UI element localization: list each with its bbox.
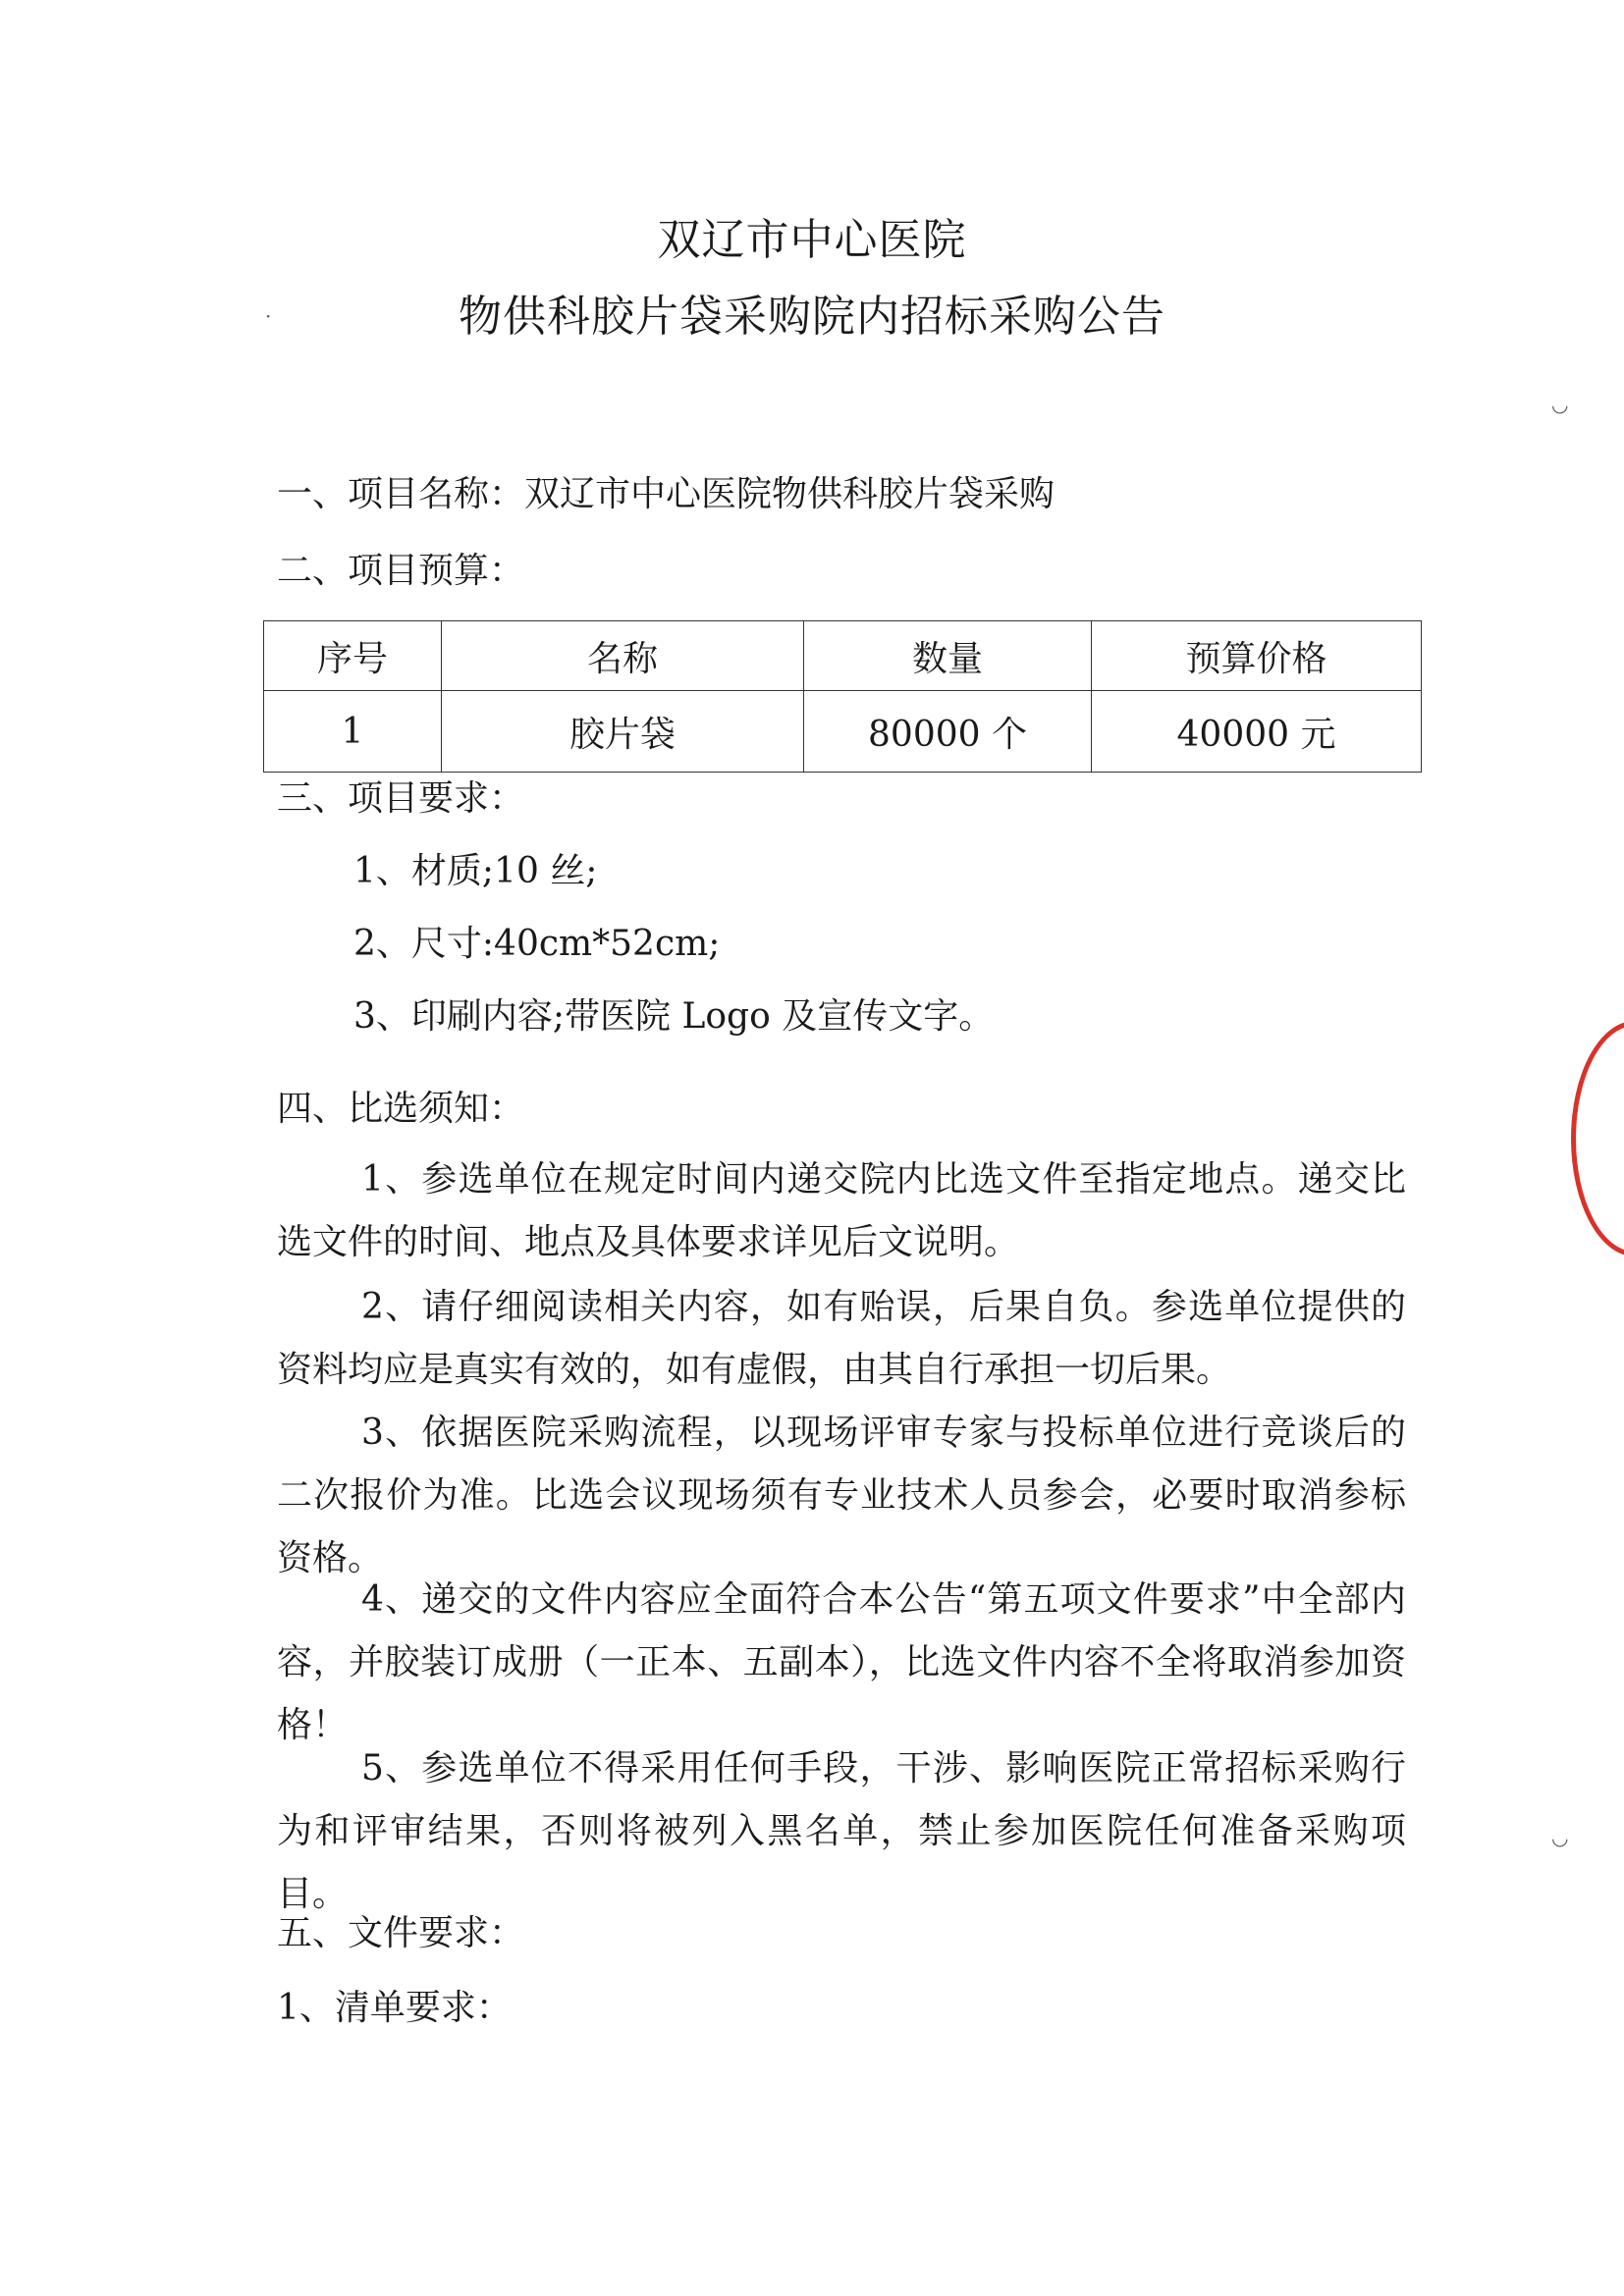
budget-table [263,620,1422,773]
subsection-list-requirements: 1、清单要求： [277,1988,512,2028]
scan-speck: ◡ [1551,393,1569,416]
scan-speck: · [265,304,272,328]
notice-paragraph-1: 1、参选单位在规定时间内递交院内比选文件至指定地点。递交比选文件的时间、地点及具体要求详见后文说明。 [277,1159,1406,1262]
scan-speck: ◡ [1551,1826,1569,1849]
budget-header-quantity: 数量 [804,621,1092,691]
section-project-requirements: 三、项目要求： [277,778,525,819]
section-project-budget: 二、项目预算： [277,551,525,591]
budget-cell-quantity: 80000 个 [804,691,1092,773]
budget-cell-name: 胶片袋 [442,691,804,773]
notice-paragraph-4: 4、递交的文件内容应全面符合本公告“第五项文件要求”中全部内容，并胶装订成册（一正本、五副本），比选文件内容不全将取消参加资格！ [277,1579,1406,1745]
section-selection-notice: 四、比选须知： [277,1089,525,1129]
requirement-printing: 3、印刷内容;带医院 Logo 及宣传文字。 [353,996,995,1037]
section-document-requirements: 五、文件要求： [277,1913,525,1953]
notice-paragraph-2: 2、请仔细阅读相关内容，如有贻误，后果自负。参选单位提供的资料均应是真实有效的，如有虚假，由其自行承担一切后果。 [277,1287,1406,1390]
notice-paragraph-3: 3、依据医院采购流程，以现场评审专家与投标单位进行竞谈后的二次报价为准。比选会议现场须有专业技术人员参会，必要时取消参标资格。 [277,1413,1406,1578]
table-row [264,691,1422,773]
budget-header-index: 序号 [264,621,442,691]
budget-cell-price: 40000 元 [1092,691,1422,773]
document-title-line2: 物供科胶片袋采购院内招标采购公告 [459,292,1165,342]
red-seal-stamp [1571,1021,1624,1256]
requirement-size: 2、尺寸:40cm*52cm; [353,924,721,964]
notice-paragraph-5: 5、参选单位不得采用任何手段，干涉、影响医院正常招标采购行为和评审结果，否则将被列入黑名单，禁止参加医院任何准备采购项目。 [277,1748,1406,1914]
budget-table-header-row [264,621,1422,691]
section-project-name: 一、项目名称：双辽市中心医院物供科胶片袋采购 [277,474,1056,514]
budget-cell-index: 1 [264,691,442,773]
budget-header-name: 名称 [442,621,804,691]
document-title-line1: 双辽市中心医院 [657,215,967,265]
requirement-material: 1、材质;10 丝; [353,851,598,891]
budget-header-price: 预算价格 [1092,621,1422,691]
